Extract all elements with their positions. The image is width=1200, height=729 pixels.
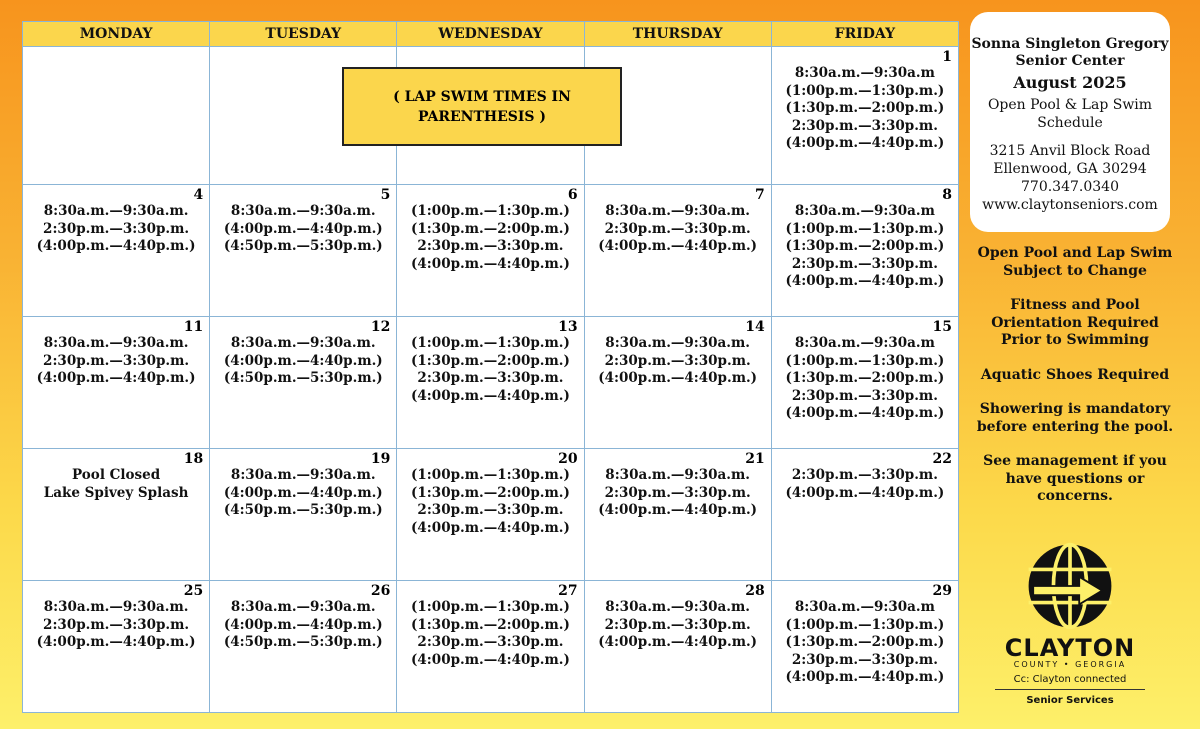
time-slot: 2:30p.m.—3:30p.m. [604,220,751,237]
day-cell-monday [23,581,210,713]
note-showering: Showering is mandatory before entering the pool. [976,401,1174,435]
day-number: 11 [183,319,204,335]
time-slots [27,335,205,388]
day-cell-friday [771,185,958,317]
day-cell-wednesday [397,449,584,581]
time-slot: (4:00p.m.—4:40p.m.) [598,238,758,254]
time-slot: (4:00p.m.—4:40p.m.) [785,484,945,501]
time-slot: (4:00p.m.—4:40p.m.) [785,405,945,421]
time-slot: (4:00p.m.—4:40p.m.) [411,255,570,272]
day-number: 27 [558,583,578,599]
schedule-title [970,96,1170,132]
time-slot: (1:30p.m.—2:00p.m.) [785,100,945,116]
time-slot: 2:30p.m.—3:30p.m. [417,502,564,518]
time-slot: (4:00p.m.—4:40p.m.) [598,634,758,650]
time-slots [589,599,767,652]
time-slot: 2:30p.m.—3:30p.m. [791,467,938,483]
time-slot: (1:30p.m.—2:00p.m.) [411,484,570,501]
time-slot: (1:00p.m.—1:30p.m.) [785,82,945,99]
day-number: 8 [942,187,952,203]
lap-swim-note: ( LAP SWIM TIMES IN PARENTHESIS ) [342,67,622,146]
day-cell-monday [23,185,210,317]
header-tuesday: TUESDAY [210,22,397,47]
day-number: 20 [558,451,578,467]
week-row [23,317,959,449]
day-number: 4 [193,187,204,203]
time-slots [401,335,579,405]
time-slot: (1:00p.m.—1:30p.m.) [785,220,945,237]
day-cell-tuesday [210,185,397,317]
time-slot: (4:00p.m.—4:40p.m.) [598,502,758,518]
time-slot: 8:30a.m.—9:30a.m. [43,335,189,351]
week-row [23,581,959,713]
time-slot: (1:00p.m.—1:30p.m.) [411,203,570,219]
day-cell-thursday [584,449,771,581]
day-cell-monday [23,317,210,449]
time-slot: (1:30p.m.—2:00p.m.) [785,634,945,650]
day-cell-friday [771,581,958,713]
time-slot: 2:30p.m.—3:30p.m. [417,238,564,254]
day-cell-tuesday [210,581,397,713]
time-slot: 8:30a.m.—9:30a.m. [230,335,376,351]
time-slot: 8:30a.m.—9:30a.m. [43,203,189,219]
day-cell-wednesday [397,317,584,449]
day-number: 14 [745,319,765,335]
note-subject-to-change: Open Pool and Lap Swim Subject to Change [977,245,1173,279]
day-number: 15 [932,319,952,335]
week-row [23,449,959,581]
day-number: 12 [370,319,391,335]
day-cell-wednesday [397,185,584,317]
department-label: Senior Services [1026,695,1114,706]
weekday-header-row [23,22,959,47]
time-slots [401,599,579,669]
day-cell-thursday [584,317,771,449]
time-slot: 8:30a.m.—9:30a.m. [230,203,376,219]
day-cell-tuesday [210,449,397,581]
time-slot: 8:30a.m.—9:30a.m. [605,467,750,483]
time-slot: (1:30p.m.—2:00p.m.) [411,352,570,369]
day-cell-tuesday [210,317,397,449]
time-slots [214,467,392,520]
time-slot: (4:00p.m.—4:40p.m.) [223,352,383,369]
calendar-body [23,47,959,713]
month-title: August 2025 [1013,73,1127,92]
time-slot: (4:50p.m.—5:30p.m.) [223,238,383,254]
time-slot: (4:50p.m.—5:30p.m.) [223,502,383,518]
time-slot: (4:00p.m.—4:40p.m.) [36,634,196,650]
day-cell-friday [771,47,958,185]
time-slots [776,203,954,291]
time-slot: Lake Spivey Splash [43,484,189,501]
day-number: 26 [370,583,391,599]
time-slot: (4:00p.m.—4:40p.m.) [223,220,383,237]
schedule-title-line1: Open Pool & Lap Swim [987,97,1153,113]
time-slots [401,203,579,273]
center-name-line2: Senior Center [1015,53,1125,69]
time-slots [589,335,767,388]
time-slot: (4:00p.m.—4:40p.m.) [223,616,383,633]
website-link[interactable]: www.claytonseniors.com [982,197,1158,213]
county-label: COUNTY • GEORGIA [1013,660,1127,669]
day-number: 22 [932,451,952,467]
phone-number: 770.347.0340 [1021,179,1119,195]
schedule-title-line2: Schedule [1037,115,1103,131]
time-slot: (4:00p.m.—4:40p.m.) [785,273,945,289]
center-name-line1: Sonna Singleton Gregory [971,36,1169,52]
address-block [970,142,1170,214]
time-slot: (4:00p.m.—4:40p.m.) [785,669,945,685]
center-name [970,36,1170,70]
time-slot: (1:00p.m.—1:30p.m.) [411,335,570,351]
time-slot: (1:00p.m.—1:30p.m.) [785,616,945,633]
header-monday: MONDAY [23,22,210,47]
week-row [23,185,959,317]
note-orientation: Fitness and Pool Orientation Required Prior to Swimming [991,297,1159,348]
tagline: Cc: Clayton connected [995,674,1145,690]
time-slot: 2:30p.m.—3:30p.m. [791,117,938,134]
time-slot: 2:30p.m.—3:30p.m. [791,387,938,404]
day-number: 13 [558,319,578,335]
notes-panel [975,245,1175,523]
time-slot: 8:30a.m.—9:30a.m. [230,599,376,615]
day-number: 25 [183,583,204,599]
day-cell-monday [23,47,210,185]
time-slot: 2:30p.m.—3:30p.m. [604,352,751,369]
time-slot: 8:30a.m.—9:30a.m. [605,599,750,615]
day-cell-wednesday [397,581,584,713]
time-slot: 8:30a.m.—9:30a.m [794,203,935,219]
time-slot: (4:00p.m.—4:40p.m.) [598,370,758,386]
time-slots [27,467,205,502]
time-slot: 2:30p.m.—3:30p.m. [604,616,751,633]
time-slot: (4:50p.m.—5:30p.m.) [223,370,383,386]
time-slot: (4:00p.m.—4:40p.m.) [411,519,570,536]
globe-arrow-icon [1024,540,1116,632]
day-number: 1 [942,49,952,65]
time-slot: 8:30a.m.—9:30a.m. [230,467,376,483]
time-slots [776,65,954,153]
time-slot: (1:30p.m.—2:00p.m.) [411,616,570,633]
day-cell-friday [771,317,958,449]
day-number: 18 [183,451,204,467]
time-slot: (4:00p.m.—4:40p.m.) [785,135,945,151]
time-slot: (4:00p.m.—4:40p.m.) [36,238,196,254]
day-number: 7 [755,187,765,203]
time-slot: 2:30p.m.—3:30p.m. [791,255,938,272]
time-slot: (4:00p.m.—4:40p.m.) [411,651,570,668]
time-slot: (1:00p.m.—1:30p.m.) [411,467,570,483]
time-slot: (4:00p.m.—4:40p.m.) [223,484,383,501]
day-number: 21 [745,451,765,467]
time-slots [776,335,954,423]
time-slot: 2:30p.m.—3:30p.m. [417,370,564,386]
header-wednesday: WEDNESDAY [397,22,584,47]
time-slot: 2:30p.m.—3:30p.m. [43,616,190,633]
time-slot: (1:00p.m.—1:30p.m.) [785,352,945,369]
note-management: See management if you have questions or concerns. [983,453,1167,504]
time-slots [589,203,767,256]
time-slots [214,335,392,388]
day-number: 29 [932,583,952,599]
day-number: 6 [567,187,578,203]
time-slot: (4:00p.m.—4:40p.m.) [36,370,196,386]
time-slots [27,203,205,256]
time-slot: 2:30p.m.—3:30p.m. [417,634,564,650]
header-thursday: THURSDAY [584,22,771,47]
time-slot: 8:30a.m.—9:30a.m. [605,203,750,219]
time-slots [776,599,954,687]
time-slot: 2:30p.m.—3:30p.m. [604,484,751,501]
time-slot: (1:30p.m.—2:00p.m.) [785,370,945,386]
note-aquatic-shoes: Aquatic Shoes Required [980,366,1170,383]
day-number: 19 [370,451,391,467]
time-slot: 8:30a.m.—9:30a.m [794,65,935,81]
time-slots [401,467,579,537]
clayton-wordmark: CLAYTON [1004,634,1136,662]
time-slot: 8:30a.m.—9:30a.m. [605,335,750,351]
time-slot: (1:30p.m.—2:00p.m.) [411,220,570,237]
time-slot: (1:00p.m.—1:30p.m.) [411,599,570,615]
day-cell-monday [23,449,210,581]
clayton-logo [995,540,1145,706]
time-slots [214,599,392,652]
time-slots [776,467,954,502]
time-slot: (4:50p.m.—5:30p.m.) [223,634,383,650]
address-line2: Ellenwood, GA 30294 [993,161,1147,177]
info-card [970,12,1170,232]
time-slot: (1:30p.m.—2:00p.m.) [785,238,945,254]
time-slots [214,203,392,256]
time-slots [27,599,205,652]
time-slot: 2:30p.m.—3:30p.m. [43,352,190,369]
time-slot: 2:30p.m.—3:30p.m. [791,651,938,668]
address-line1: 3215 Anvil Block Road [989,143,1151,159]
time-slot: 2:30p.m.—3:30p.m. [43,220,190,237]
day-number: 28 [745,583,765,599]
day-cell-thursday [584,581,771,713]
day-cell-friday [771,449,958,581]
day-number: 5 [380,187,391,203]
day-cell-thursday [584,185,771,317]
time-slot: 8:30a.m.—9:30a.m [794,599,935,615]
time-slots [589,467,767,520]
time-slot: (4:00p.m.—4:40p.m.) [411,387,570,404]
time-slot: 8:30a.m.—9:30a.m [794,335,935,351]
header-friday: FRIDAY [771,22,958,47]
time-slot: 8:30a.m.—9:30a.m. [43,599,189,615]
time-slot: Pool Closed [72,467,161,483]
